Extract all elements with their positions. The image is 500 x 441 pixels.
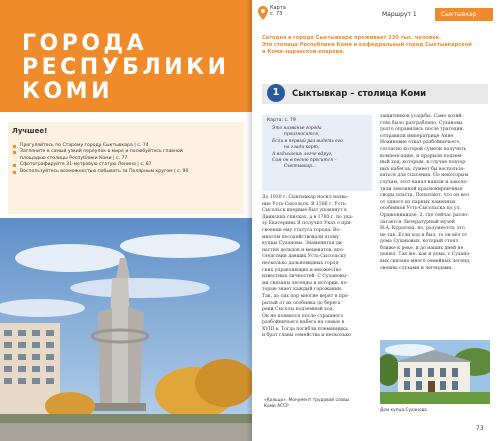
poem-line: на глади карт, <box>284 145 320 151</box>
body-line: Орджоникидзе, 2, где сейчас распо- <box>380 212 469 218</box>
highlight-item: Прогуляйтесь по Старому городу Сыктывкара | с. 74 <box>12 143 244 149</box>
body-line: не так. Если ход и был, то он вёл от <box>380 232 468 238</box>
body-line: Двинских списках, а в 1780 г. по ука- <box>262 214 354 220</box>
intro-text: Сегодня в городе Сыктывкаре проживает 230 тыс. человек. Это столица Республики Коми и кафедральный город Сыктывкарской и Коми-зырянской епархии. <box>262 35 472 55</box>
body-line: ный ход, которым, в случае повтор- <box>380 160 467 166</box>
body-line: овеяны слухами и легендами. <box>380 265 453 271</box>
monument-photo <box>0 218 252 441</box>
body-line: разбойничьего набега на семью в <box>262 320 345 326</box>
body-line: торые знает каждый горожанин. <box>262 287 343 293</box>
body-line: ние Усть-Сысольск. В 1586 г. Усть- <box>262 201 347 207</box>
body-line: особняков Усть-Сысольска по ул. <box>380 206 461 212</box>
body-line: следствии давших Усть-Сысольску <box>262 254 347 260</box>
map-pin-icon <box>258 6 268 20</box>
monument-photo-illustration <box>0 218 252 441</box>
route-tab: Сыктывкар <box>435 8 493 21</box>
merchant-house-photo <box>380 340 490 404</box>
highlight-item: Сфотографируйте 31-метровую статую Ленина | с. 87 <box>12 162 244 168</box>
body-line: многом посодействовали этому <box>262 234 339 240</box>
body-line: ских управляющих и множество <box>262 267 342 273</box>
section-number-badge: 1 <box>267 84 285 102</box>
body-line: Сысольск впервые был упомянут в <box>262 208 347 214</box>
body-text-column-right <box>380 114 490 272</box>
highlights-list <box>12 143 244 175</box>
body-line: ми связаны легенды и истории, ко- <box>262 280 348 286</box>
body-line: До 1930 г. Сыктывкар носил назва- <box>262 195 349 200</box>
body-line: И.А. Куратова, но, разумеется, это <box>380 226 465 232</box>
poem-line: Сыктывкар... <box>284 164 317 170</box>
map-reference <box>270 5 286 17</box>
poem-line: произносится, <box>284 132 320 138</box>
body-line: реки Сысолы подземный ход. <box>262 307 334 313</box>
body-line: защитников усадьбы. Само хозяй- <box>380 114 464 119</box>
highlight-item: Воспользуйтесь возможностью побывать за Полярным кругом | с. 90 <box>12 169 244 175</box>
house-caption: Дом купца Суханова <box>380 408 427 413</box>
body-line: XVIII в. Тогда погибли племянника <box>262 326 348 332</box>
body-line: согласно которой сумели получить <box>380 146 467 152</box>
route-label: Маршрут 1 <box>382 11 417 18</box>
body-line: зу Екатерины II получил Указ о при- <box>262 221 352 227</box>
body-line: купцы Сухановы. Знаменитая ди- <box>262 241 344 247</box>
body-line: тили земляной краснокирпичные <box>380 186 463 192</box>
body-line: ваться для спасения. По некоторым <box>380 173 469 179</box>
body-line: своды пласта. Попытают, что он вел <box>380 193 469 199</box>
body-line: известных личностей. С Сухановы- <box>262 274 348 280</box>
section-title: Сыктывкар – столица Коми <box>292 89 427 99</box>
poem-line: Если в первый раз видеть его <box>272 138 343 144</box>
body-line: рытый от их особняка до берега <box>262 300 341 306</box>
chapter-title <box>22 32 242 104</box>
body-line: и брат главы семейства и несколько <box>262 333 351 339</box>
body-line: вых связано много семейных легенд, <box>380 259 471 265</box>
body-line: дошел. Так же, как и дома, с Сухано- <box>380 252 471 258</box>
chapter-title-line-3: КОМИ <box>22 79 113 104</box>
body-line: долго оправились после трагедии, <box>380 127 465 133</box>
poem-line: Сам он в песню просится – <box>272 158 337 164</box>
right-page <box>252 0 500 441</box>
page-number: 73 <box>476 425 484 432</box>
body-line: Он не появился после страшного <box>262 313 344 319</box>
map-reference-label: Карта <box>270 5 286 11</box>
chapter-title-line-2: РЕСПУБЛИКИ <box>22 55 230 80</box>
body-line: Иоанновне отказ разбойничьего, <box>380 140 461 146</box>
poem-line: А вздыхаешь легче вдруг, <box>272 151 333 157</box>
body-line: от одного из парных каменных <box>380 199 456 205</box>
poem-text <box>272 126 372 171</box>
body-line: лагается Литературный музей <box>380 219 455 225</box>
merchant-house-illustration <box>380 340 490 404</box>
poem-line: Это названье города <box>272 126 322 131</box>
body-line: ство было разграблено. Сухановы <box>380 120 463 126</box>
body-text-column-left <box>262 195 372 340</box>
body-line: своении ему статуса города. Во- <box>262 227 341 233</box>
body-line: компенсацию, и прорыли подзем- <box>380 153 463 159</box>
body-line: несколько дальновидных город- <box>262 260 340 266</box>
poem-map-reference: Карта: с. 79 <box>267 118 296 123</box>
highlight-item: Загляните в самый узкий переулок в мире и полюбуйтесь главной площадью столицы Республики Коми | с. 77 <box>12 149 244 162</box>
monument-caption: «Кольцо». Монумент трудовой славы Коми АССР <box>264 398 350 409</box>
body-line: настия дельцов и меценатов, впо- <box>262 247 345 253</box>
map-reference-page: с. 73 <box>270 11 283 17</box>
highlights-title: Лучшее! <box>12 127 48 135</box>
body-line: слухам, этот канал нашли и заколо- <box>380 179 468 185</box>
body-line: отправили императрице Анне <box>380 133 454 139</box>
body-line: дома Сухановых, который стоял <box>380 239 459 245</box>
body-line: Так, до сих пор многие верят в про- <box>262 293 350 299</box>
chapter-title-line-1: ГОРОДА <box>22 31 148 56</box>
body-line: ближе к реке, и до наших дней не <box>380 245 464 251</box>
body-line: ных набегов, сумеет бы воспользо- <box>380 166 465 172</box>
